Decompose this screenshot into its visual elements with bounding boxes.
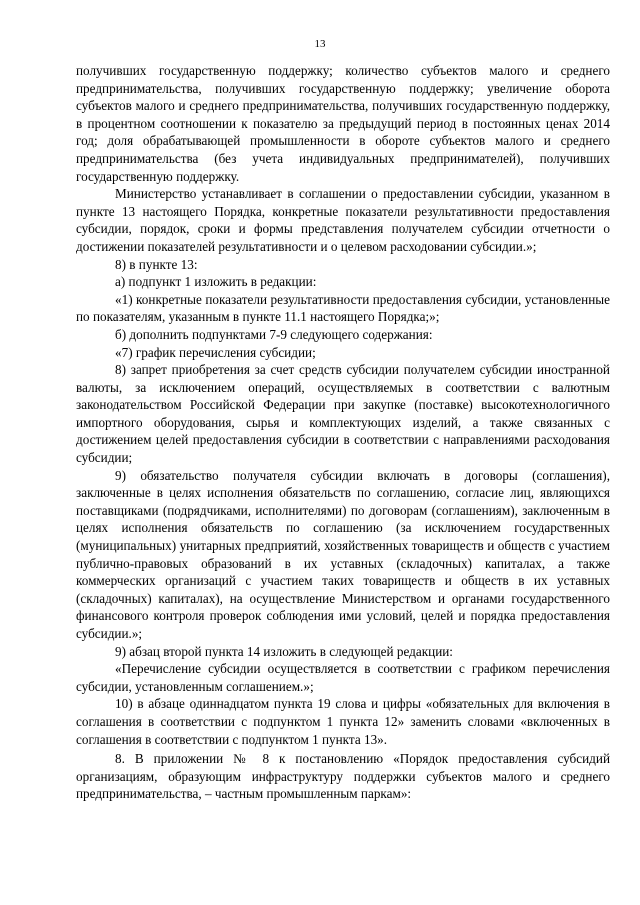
paragraph-13: 8. В приложении № 8 к постановлению «Порядок предоставления субсидий организациям, образующим инфраструктуру поддержки субъектов малого и среднего предпринимательства, – частным промышленным паркам»: — [76, 751, 610, 802]
paragraph-5: «1) конкретные показатели результативности предоставления субсидии, установленные по показателям, указанным в пункте 11.1 настоящего Порядка;»; — [76, 291, 610, 325]
paragraph-2: Министерство устанавливает в соглашении о предоставлении субсидии, указанном в пункте 13 настоящего Порядка, конкретные показатели результативности предоставления субсидии, порядок, сроки и формы представления получателем субсидии отчетности о достижении показателей результативности и о целевом расходовании субсидии.»; — [76, 186, 610, 254]
paragraph-12: 10) в абзаце одиннадцатом пункта 19 слова и цифры «обязательных для включения в соглашения в соответствии с подпунктом 1 пункта 12» заменить словами «включенных в соглашения в соответствии с подпунктом 1 пункта 13». — [76, 696, 610, 747]
paragraph-6: б) дополнить подпунктами 7-9 следующего содержания: — [115, 326, 433, 342]
paragraph-3: 8) в пункте 13: — [115, 256, 198, 272]
paragraph-10: 9) абзац второй пункта 14 изложить в следующей редакции: — [115, 643, 453, 659]
paragraph-11: «Перечисление субсидии осуществляется в соответствии с графиком перечисления субсидии, установленным соглашением.»; — [76, 661, 610, 694]
paragraph-4: а) подпункт 1 изложить в редакции: — [115, 274, 317, 290]
paragraph-7: «7) график перечисления субсидии; — [115, 344, 316, 360]
document-body — [76, 62, 610, 803]
paragraph-8: 8) запрет приобретения за счет средств субсидии получателем субсидии иностранной валюты, за исключением операций, осуществляемых в соответствии с валютным законодательством Российской Федерации при закупке (поставке) высокотехнологичного импортного оборудования, сырья и комплектующих изделий, а также связанных с достижением целей предоставления субсидии в соответствии с направлениями расходования субсидии; — [76, 362, 610, 466]
page-number: 13 — [314, 38, 326, 50]
paragraph-9: 9) обязательство получателя субсидии включать в договоры (соглашения), заключенные в целях исполнения обязательств по соглашению, согласие лиц, являющихся поставщиками (подрядчиками, исполнителями) по договорам (соглашениям), заключенным в целях исполнения обязательств по соглашению (за исключением государственных (муниципальных) унитарных предприятий, хозяйственных товариществ и обществ с участием публично-правовых образований в их уставных (складочных) капиталах, а также коммерческих организаций с участием таких товариществ и обществ в их уставных (складочных) капиталах), на осуществление Министерством и органами государственного финансового контроля проверок соблюдения ими условий, целей и порядка предоставления субсидии.»; — [76, 467, 610, 641]
paragraph-1: получивших государственную поддержку; количество субъектов малого и среднего предпринимательства, получивших государственную поддержку; увеличение оборота субъектов малого и среднего предпринимательства, получивших государственную поддержку, в процентном соотношении к показателю за предыдущий период в постоянных ценах 2014 год; доля обрабатывающей промышленности в обороте субъектов малого и среднего предпринимательства (без учета индивидуальных предпринимателей), получивших государственную поддержку. — [76, 63, 610, 184]
